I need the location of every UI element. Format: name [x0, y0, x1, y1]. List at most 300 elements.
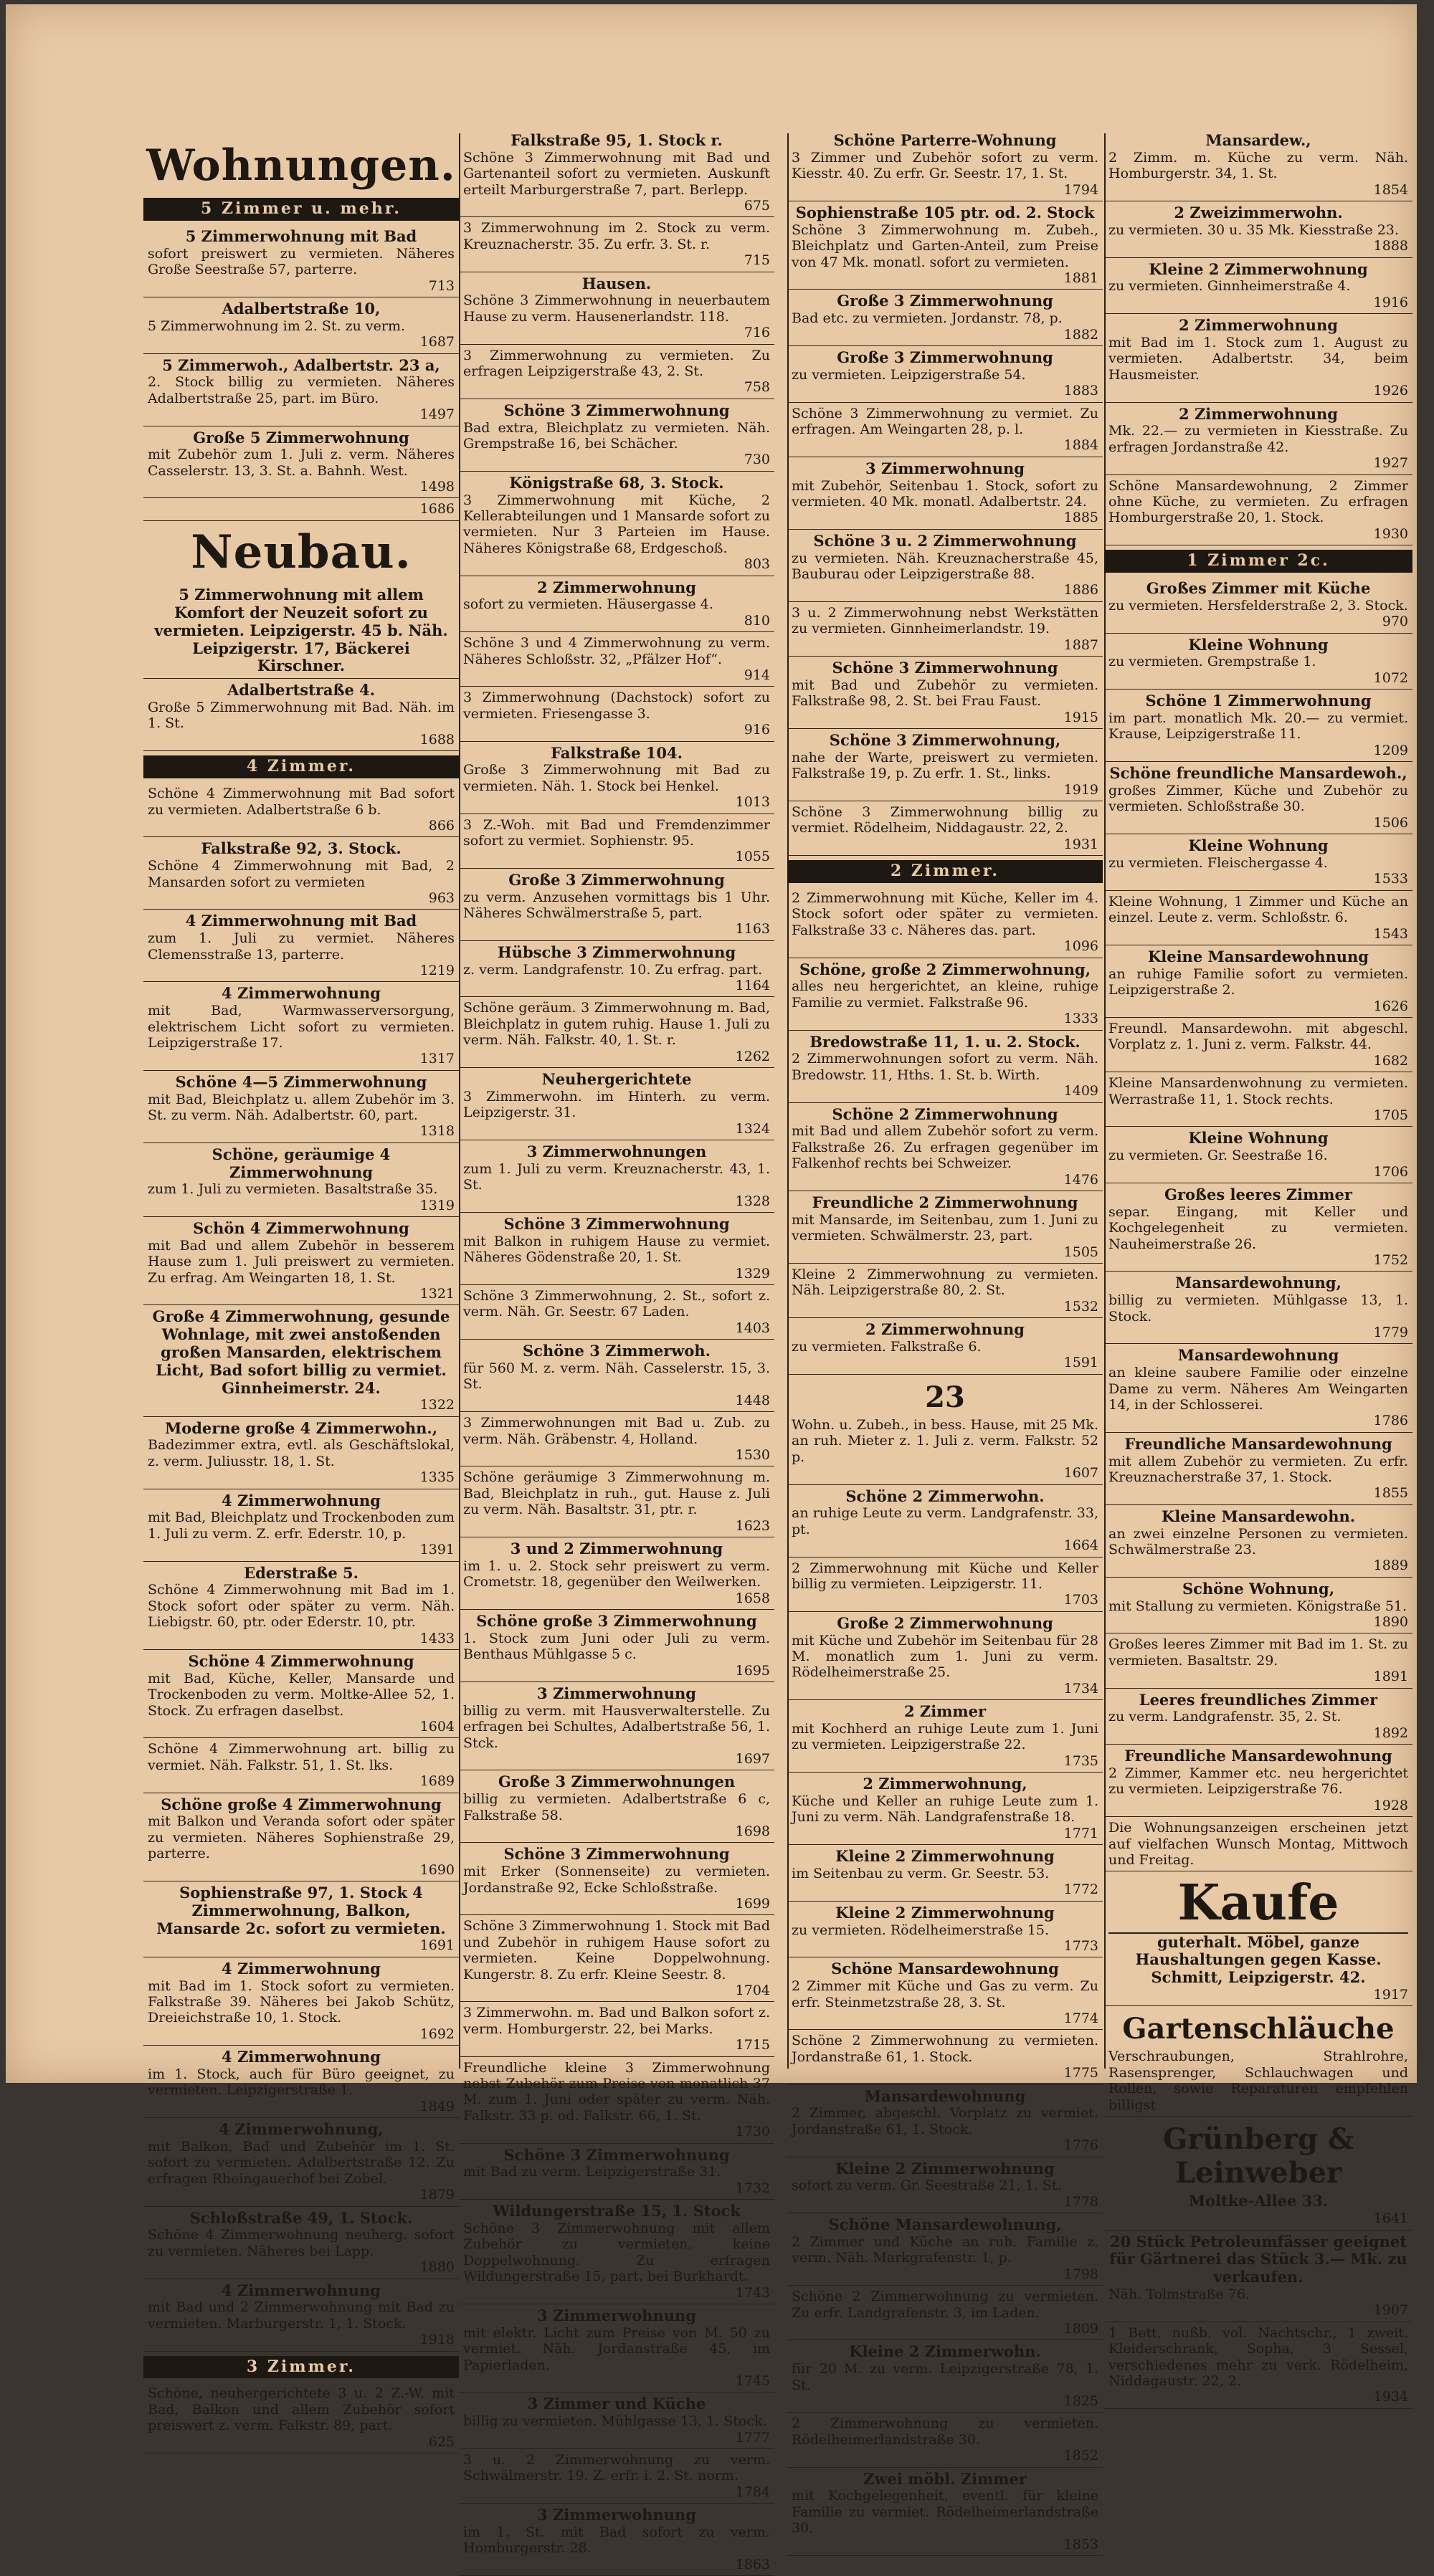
classified-ad — [1104, 1127, 1412, 1183]
ad-headline: 3 Zimmerwohnung — [865, 459, 1025, 477]
classified-ad — [459, 2449, 774, 2504]
ad-number: 1775 — [1063, 2065, 1098, 2081]
ad-number: 1745 — [735, 2372, 770, 2389]
ad-headline: Große 3 Zimmerwohnungen — [498, 1773, 736, 1791]
ad-body: 3 Zimmerwohnungen mit Bad u. Zub. zu verm. Näh. Gräbenstr. 4, Holland. — [463, 1415, 770, 1447]
classified-ad — [459, 1843, 774, 1915]
ad-headline: Schöne 3 Zimmerwoh. — [523, 1342, 711, 1360]
ad-body: 2. Stock billig zu vermieten. Näheres Adalbertstraße 25, part. im Büro. — [148, 374, 455, 406]
ad-number: 916 — [744, 722, 770, 738]
column-1 — [143, 194, 459, 2450]
classified-ad — [143, 354, 459, 426]
ad-body: 2 Zimmer mit Küche und Gas zu verm. Zu erfr. Steinmetzstraße 28, 3. St. — [792, 1978, 1098, 2010]
ad-number: 1919 — [1063, 781, 1098, 798]
ad-number: 1809 — [1063, 2320, 1098, 2337]
ad-number: 1774 — [1063, 2010, 1098, 2026]
ad-body: im part. monatlich Mk. 20.— zu vermiet. Krause, Leipzigerstraße 11. — [1108, 710, 1408, 743]
ad-body: Mk. 22.— zu vermieten in Kiesstraße. Zu erfragen Jordanstraße 42. — [1108, 423, 1408, 455]
classified-ad — [1104, 201, 1412, 258]
ad-body: Verschraubungen, Strahlrohre, Rasensprenger, Schlauchwagen und Rollen, sowie Reparaturen empfehlen billigst — [1108, 2048, 1408, 2113]
ad-headline: 2 Zimmerwohnung — [1179, 316, 1338, 335]
ad-headline: 4 Zimmerwohnung, — [219, 2120, 384, 2139]
ad-number: 1335 — [419, 1469, 455, 1486]
classified-ad — [787, 1902, 1103, 1958]
ad-headline: 4 Zimmerwohnung — [222, 984, 381, 1003]
ad-body: an ruhige Leute zu verm. Landgrafenstr. 33, pt. — [792, 1505, 1098, 1537]
ad-body: 3 Zimmerwohnung im 2. Stock zu verm. Kreuznacherstr. 35. Zu erfr. 3. St. r. — [463, 220, 770, 252]
column-4 — [1104, 129, 1412, 2405]
ad-number: 1884 — [1063, 437, 1098, 454]
classified-ad — [1104, 1745, 1412, 1817]
ad-body: Schöne 3 und 4 Zimmerwohnung zu verm. Näheres Schloßstr. 32, „Pfälzer Hof“. — [463, 635, 770, 667]
classified-ad — [787, 1700, 1103, 1773]
ad-number: 1735 — [1063, 1752, 1098, 1769]
ad-number: 1055 — [735, 849, 770, 865]
classified-ad — [459, 1537, 774, 1610]
column-3 — [787, 129, 1103, 2552]
ad-headline: Schöne Mansardewohnung, — [828, 2215, 1062, 2234]
ad-body: Schöne 3 Zimmerwohnung billig zu vermiet. Rödelheim, Niddagaustr. 22, 2. — [792, 803, 1098, 836]
ad-number: 1505 — [1063, 1244, 1098, 1260]
ad-number: 1497 — [419, 406, 455, 423]
ad-number: 1892 — [1373, 1725, 1408, 1741]
ad-number: 1506 — [1373, 814, 1408, 831]
ad-number: 1888 — [1373, 238, 1408, 254]
ad-body: an ruhige Familie sofort zu vermieten. Leipzigerstraße 2. — [1108, 965, 1408, 998]
ad-number: 1772 — [1063, 1881, 1098, 1898]
ad-body: zu verm. Landgrafenstr. 35, 2. St. — [1108, 1709, 1342, 1725]
ad-headline: Schöne große 3 Zimmerwohnung — [476, 1611, 757, 1630]
ad-headline: Wildungerstraße 15, 1. Stock — [493, 2202, 741, 2220]
ad-body: zu vermieten. Gr. Seestraße 16. — [1108, 1148, 1328, 1164]
ad-body: separ. Eingang, mit Keller und Kochgelegenheit zu vermieten. Nauheimerstraße 26. — [1108, 1203, 1408, 1252]
ad-body: mit Bad, Bleichplatz und Trockenboden zum 1. Juli zu verm. Z. erfr. Ederstr. 10, p. — [148, 1509, 455, 1542]
ad-headline: 2 Zimmer — [903, 1702, 987, 1721]
classified-ad — [1104, 1018, 1412, 1072]
ad-headline: 4 Zimmerwohnung — [222, 2048, 381, 2066]
ad-headline: Schöne Parterre-Wohnung — [833, 131, 1057, 149]
ad-number: 1333 — [1063, 1011, 1098, 1027]
ad-body: Große 3 Zimmerwohnung mit Bad zu vermieten. Näh. 1. Stock bei Henkel. — [463, 762, 770, 794]
ad-body: billig zu vermieten. Adalbertstraße 6 c, Falkstraße 58. — [463, 1791, 770, 1823]
ad-headline: Hübsche 3 Zimmerwohnung — [497, 943, 736, 961]
classified-ad — [459, 2504, 774, 2576]
classified-ad — [459, 1285, 774, 1340]
ad-headline: Kleine 2 Zimmerwohn. — [849, 2342, 1041, 2361]
ad-number: 1658 — [735, 1590, 770, 1606]
ad-body: Großes leeres Zimmer mit Bad im 1. St. zu vermieten. Basaltstr. 29. — [1108, 1636, 1408, 1669]
ad-number: 1530 — [735, 1446, 770, 1463]
classified-ad — [787, 346, 1103, 403]
ad-body: nahe der Warte, preiswert zu vermieten. Falkstraße 19, p. Zu erfr. 1. St., links. — [792, 749, 1098, 782]
ad-number: 1209 — [1373, 742, 1408, 758]
ad-body: zum 1. Juli zu verm. Kreuznacherstr. 43, 1. St. — [463, 1160, 770, 1193]
ad-body: 3 Zimmerwohn. m. Bad und Balkon sofort z. verm. Homburgerstr. 22, bei Marks. — [463, 2005, 770, 2037]
ad-body: für 20 M. zu verm. Leipzigerstraße 78, 1. St. — [792, 2361, 1098, 2393]
ad-body: 2 Zimmer, Kammer etc. neu hergerichtet zu vermieten. Leipzigerstraße 76. — [1108, 1765, 1408, 1798]
classified-ad — [787, 129, 1103, 201]
ad-body: zum 1. Juli zu vermieten. Basaltstraße 35. — [148, 1181, 438, 1198]
ad-number: 730 — [744, 452, 770, 468]
classified-ad — [787, 1318, 1103, 1375]
ad-number: 1607 — [1063, 1465, 1098, 1482]
ad-headline: Große 3 Zimmerwohnung — [837, 292, 1053, 310]
ad-body: Schöne 3 Zimmerwohnung mit Bad und Gartenanteil sofort zu vermieten. Auskunft erteilt Marburgerstraße 7, part. Berlepp. — [463, 149, 770, 198]
category-bar: 3 Zimmer. — [143, 2356, 459, 2379]
ad-body: sofort zu verm. Gr. Seestraße 21, 1. St. — [792, 2177, 1062, 2194]
ad-body: sofort zu vermieten. Häusergasse 4. — [463, 596, 713, 613]
classified-ad — [1104, 1272, 1412, 1344]
classified-ad — [143, 2207, 459, 2279]
ad-headline: Große 3 Zimmerwohnung — [508, 870, 725, 889]
ad-body: zum 1. Juli zu vermiet. Näheres Clemensstraße 13, parterre. — [148, 930, 455, 963]
ad-headline: 4 Zimmerwohnung — [222, 2281, 381, 2299]
ad-headline: Freundliche Mansardewohnung — [1124, 1747, 1392, 1765]
ad-headline: 3 und 2 Zimmerwohnung — [510, 1540, 723, 1557]
ad-body: Näh. Tolmstraße 76. — [1108, 2286, 1250, 2302]
ad-headline: Kleine 2 Zimmerwohnung — [835, 1903, 1055, 1922]
classified-ad — [459, 814, 774, 869]
classified-ad — [787, 1773, 1103, 1845]
column-2 — [459, 129, 774, 2572]
classified-ad — [1104, 1344, 1412, 1432]
ad-number: 1879 — [419, 2187, 455, 2203]
classified-ad — [143, 297, 459, 354]
ad-number: 1705 — [1373, 1107, 1408, 1124]
ad-number: 1784 — [735, 2484, 770, 2500]
ad-number: 963 — [428, 889, 455, 906]
classified-ad — [1104, 1871, 1412, 2006]
classified-ad — [787, 2213, 1103, 2286]
ad-headline: Sophienstraße 105 ptr. od. 2. Stock — [795, 203, 1095, 221]
classified-ad — [143, 498, 459, 520]
ad-body: mit Bad und Zubehör zu vermieten. Falkstraße 98, 2. St. bei Frau Faust. — [792, 677, 1098, 710]
ad-number: 1704 — [735, 1982, 770, 1998]
ad-body: mit Bad und 2 Zimmerwohnung mit Bad zu vermieten. Marburgerstr. 1, 1. Stock. — [148, 2299, 455, 2332]
classified-ad — [143, 1305, 459, 1416]
ad-headline: Zwei möbl. Zimmer — [863, 2469, 1027, 2488]
ad-number: 970 — [1382, 614, 1408, 630]
ad-headline: guterhalt. Möbel, ganze Haushaltungen gegen Kasse. Schmitt, Leipzigerstr. 42. — [1135, 1932, 1382, 1987]
ad-body: Schöne 2 Zimmerwohnung zu vermieten. Zu erfr. Landgrafenstr. 3, im Laden. — [792, 2289, 1098, 2321]
ad-number: 1773 — [1063, 1937, 1098, 1954]
ad-number: 1219 — [419, 962, 455, 978]
classified-ad — [143, 225, 459, 297]
ad-body: 3 Zimmerwohnung mit Küche, 2 Kellerabteilungen und 1 Mansarde sofort zu vermieten. Nur 3 Parteien im Hause. Näheres Königstraße 68, Erdgeschoß. — [463, 492, 770, 556]
category-bar: 4 Zimmer. — [143, 755, 459, 778]
ad-number: 1886 — [1063, 582, 1098, 598]
ad-headline: 5 Zimmerwohnung mit Bad — [185, 226, 417, 245]
ad-body: im 1. u. 2. Stock sehr preiswert zu verm. Crometstr. 18, gegenüber den Weilwerken. — [463, 1557, 770, 1590]
classified-ad — [787, 1612, 1103, 1700]
ad-headline: Moltke-Allee 33. — [1188, 2192, 1329, 2210]
classified-ad — [787, 2286, 1103, 2340]
ad-headline: Falkstraße 104. — [551, 743, 683, 762]
ad-headline: Freundliche 2 Zimmerwohnung — [812, 1193, 1078, 1212]
classified-ad — [1104, 1433, 1412, 1505]
classified-ad — [787, 1031, 1103, 1103]
ad-body: 3 Zimmerwohnung (Dachstock) sofort zu vermieten. Friesengasse 3. — [463, 690, 770, 722]
ad-number: 1703 — [1063, 1592, 1098, 1608]
ad-body: zu vermieten. Näh. Kreuznacherstraße 45, Bauburau oder Leipzigerstraße 88. — [792, 550, 1098, 582]
ad-body: Schöne 3 Zimmerwohnung m. Zubeh., Bleichplatz und Garten-Anteil, zum Preise von 47 Mk. monatl. sofort zu vermieten. — [792, 221, 1098, 270]
classified-ad — [1104, 762, 1412, 834]
ad-headline: Freundliche Mansardewohnung — [1124, 1434, 1392, 1453]
classified-ad — [143, 982, 459, 1070]
classified-ad — [1104, 314, 1412, 402]
ad-number: 1623 — [735, 1517, 770, 1534]
classified-ad — [1104, 1505, 1412, 1578]
ad-body: mit allem Zubehör zu vermieten. Zu erfr. Kreuznacherstraße 37, 1. Stock. — [1108, 1453, 1408, 1485]
ad-headline: 2 Zimmerwohnung — [865, 1320, 1025, 1339]
classified-ad — [787, 2085, 1103, 2157]
ad-number: 1743 — [735, 2284, 770, 2301]
ad-headline: 3 Zimmerwohnung — [537, 1684, 696, 1702]
ad-number: 1915 — [1063, 709, 1098, 725]
classified-ad — [459, 2200, 774, 2304]
ad-headline: 4 Zimmerwohnung mit Bad — [185, 912, 417, 930]
ad-headline: Großes leeres Zimmer — [1164, 1186, 1352, 1204]
classified-ad — [459, 941, 774, 998]
ad-body: Wohn. u. Zubeh., in bess. Hause, mit 25 Mk. an ruh. Mieter z. 1. Juli z. verm. Falkstr. 52 p. — [792, 1417, 1098, 1465]
ad-headline: Kleine Wohnung — [1188, 1129, 1329, 1148]
ad-headline: 3 Zimmerwohnungen — [526, 1142, 707, 1160]
ad-body: zu vermieten. Hersfelderstraße 2, 3. Stock. — [1108, 597, 1408, 614]
ad-headline: Falkstraße 95, 1. Stock r. — [511, 131, 723, 149]
ad-body: z. verm. Landgrafenstr. 10. Zu erfrag. part. — [463, 961, 763, 978]
ad-number: 1532 — [1063, 1298, 1098, 1315]
ad-body: an zwei einzelne Personen zu vermieten. Schwälmerstraße 23. — [1108, 1525, 1408, 1557]
ad-number: 1695 — [735, 1662, 770, 1679]
ad-body: alles neu hergerichtet, an kleine, ruhige Familie zu vermiet. Falkstraße 96. — [792, 978, 1098, 1011]
ad-body: sofort preiswert zu vermieten. Näheres Große Seestraße 57, parterre. — [148, 245, 455, 278]
ad-number: 1626 — [1373, 998, 1408, 1014]
category-bar: 5 Zimmer u. mehr. — [143, 198, 459, 221]
ad-body: Schöne 4 Zimmerwohnung art. billig zu vermiet. Näh. Falkstr. 51, 1. St. lks. — [148, 1741, 455, 1773]
classified-ad — [787, 2468, 1103, 2556]
classified-ad — [143, 1562, 459, 1650]
classified-ad — [459, 345, 774, 399]
classified-ad — [459, 687, 774, 741]
ad-number: 1730 — [735, 2124, 770, 2140]
ad-number: 1890 — [1373, 1613, 1408, 1630]
ad-body: zu vermieten. Falkstraße 6. — [792, 1339, 982, 1355]
ad-body: mit Bad, Warmwasserversorgung, elektrischem Licht sofort zu vermieten. Leipzigerstraße 17. — [148, 1003, 455, 1051]
ad-headline: Große 5 Zimmerwohnung — [193, 428, 409, 447]
ad-number: 1798 — [1063, 2266, 1098, 2282]
ad-body: mit Bad im 1. Stock zum 1. August zu vermieten. Adalbertstr. 34, beim Hausmeister. — [1108, 334, 1408, 383]
classified-ad — [459, 2393, 774, 2449]
ad-headline: Schöne, geräumige 4 Zimmerwohnung — [212, 1145, 391, 1181]
classified-ad — [459, 2304, 774, 2393]
ad-headline: Schöne 3 Zimmerwohnung — [832, 658, 1058, 677]
ad-body: 3 Zimmer und Zubehör sofort zu verm. Kiesstr. 40. Zu erfr. Gr. Seestr. 17, 1. St. — [792, 149, 1098, 182]
classified-ad — [143, 1793, 459, 1881]
ad-number: 1706 — [1373, 1163, 1408, 1180]
ad-headline: Ederstraße 5. — [244, 1563, 358, 1582]
ad-body: im Seitenbau zu verm. Gr. Seestr. 53. — [792, 1865, 1050, 1881]
ad-number: 1403 — [735, 1320, 770, 1336]
classified-ad — [459, 1068, 774, 1140]
ad-body: mit Mansarde, im Seitenbau, zum 1. Juni zu vermieten. Schwälmerstr. 23, part. — [792, 1211, 1098, 1244]
ad-body: mit Küche und Zubehör im Seitenbau für 28 M. monatlich zum 1. Juni zu verm. Rödelheimerstraße 25. — [792, 1632, 1098, 1681]
classified-ad — [787, 290, 1103, 346]
ad-number: 1164 — [735, 977, 770, 993]
ad-headline: Kleine Mansardewohn. — [1161, 1507, 1356, 1525]
classified-ad — [459, 217, 774, 272]
classified-ad — [787, 1845, 1103, 1902]
ad-body: Küche und Keller an ruhige Leute zum 1. Juni zu verm. Näh. Landgrafenstraße 18. — [792, 1793, 1098, 1826]
ad-headline: 20 Stück Petroleumfässer geeignet für Gärtnerei das Stück 3.— Mk. zu verkaufen. — [1109, 2232, 1407, 2286]
ad-headline: Schöne 3 Zimmerwohnung — [503, 2145, 730, 2164]
classified-ad — [143, 783, 459, 837]
classified-ad — [787, 530, 1103, 602]
ad-headline: 2 Zweizimmerwohn. — [1174, 203, 1343, 221]
ad-body: Schöne 4 Zimmerwohnung mit Bad im 1. Stock sofort oder später zu verm. Näh. Liebigstr. 60, ptr. oder Ederstr. 10, ptr. — [148, 1582, 455, 1631]
ad-body: Schöne geräumige 3 Zimmerwohnung m. Bad, Bleichplatz in ruh., gut. Hause z. Juli zu verm. Näh. Basaltstr. 31, ptr. r. — [463, 1469, 770, 1518]
classified-ad — [143, 1650, 459, 1738]
ad-number: 1779 — [1373, 1324, 1408, 1340]
ad-body: Schöne 4 Zimmerwohnung mit Bad, 2 Mansarden sofort zu vermieten — [148, 858, 455, 890]
ad-body: 2 Zimm. m. Küche zu verm. Näh. Homburgerstr. 34, 1. St. — [1108, 149, 1408, 182]
ad-body: 2 Zimmer und Küche an ruh. Familie z. verm. Näh. Markgrafenstr. 1, p. — [792, 2233, 1098, 2266]
ad-number: 1688 — [419, 731, 455, 748]
ad-number: 1163 — [735, 921, 770, 938]
ad-headline: Große 4 Zimmerwohnung, gesunde Wohnlage, mit zwei anstoßenden großen Mansarden, elektrischem Licht, Bad sofort billig zu vermiet. Ginnheimerstr. 24. — [152, 1307, 450, 1397]
classified-ad — [143, 2118, 459, 2206]
classified-ad — [459, 1466, 774, 1537]
ad-number: 1409 — [1063, 1083, 1098, 1099]
ad-headline: Große 2 Zimmerwohnung — [837, 1613, 1053, 1632]
ad-number: 1604 — [419, 1719, 455, 1735]
ad-number: 1641 — [1373, 2210, 1408, 2227]
ad-body: billig zu vermieten. Mühlgasse 13, 1. Stock. — [463, 2413, 767, 2430]
ad-headline: 4 Zimmerwohnung — [222, 1491, 381, 1509]
ad-body: 2 Zimmerwohnung mit Küche und Keller billig zu vermieten. Leipzigerstr. 11. — [792, 1560, 1098, 1593]
ad-number: 1849 — [419, 2098, 455, 2114]
ad-number: 1927 — [1373, 455, 1408, 472]
classified-ad — [787, 1103, 1103, 1191]
ad-number: 1317 — [419, 1051, 455, 1067]
ad-number: 1918 — [419, 2332, 455, 2348]
ad-body: 2 Zimmerwohnung mit Küche, Keller im 4. Stock sofort oder später zu vermieten. Falkstraße 33 c. Näheres das. part. — [792, 890, 1098, 938]
ad-body: im 1. Stock, auch für Büro geeignet, zu vermieten. Leipzigerstraße 1. — [148, 2066, 455, 2099]
classified-ad — [1104, 1633, 1412, 1688]
classified-ad — [143, 1738, 459, 1793]
ad-body: mit Balkon in ruhigem Hause zu vermiet. Näheres Gödenstraße 20, 1. St. — [463, 1233, 770, 1266]
ad-number: 1889 — [1373, 1557, 1408, 1574]
classified-ad — [787, 1375, 1103, 1485]
ad-body: 1. Stock zum Juni oder Juli zu verm. Benthaus Mühlgasse 5 c. — [463, 1630, 770, 1663]
ad-body: im 1. St. mit Bad sofort zu verm. Homburgerstr. 28. — [463, 2524, 770, 2557]
classified-ad — [459, 1412, 774, 1466]
ad-headline: Schöne 2 Zimmerwohnung — [832, 1105, 1058, 1123]
classified-ad — [459, 272, 774, 345]
ad-body: zu vermieten. Leipzigerstraße 54. — [792, 366, 1026, 383]
ad-body: großes Zimmer, Küche und Zubehör zu vermieten. Schloßstraße 30. — [1108, 783, 1408, 815]
ad-number: 1778 — [1063, 2193, 1098, 2210]
classified-ad — [787, 2340, 1103, 2413]
classified-ad — [787, 2030, 1103, 2084]
ad-number: 1734 — [1063, 1680, 1098, 1697]
ad-number: 1934 — [1373, 2389, 1408, 2405]
classified-ad — [787, 887, 1103, 958]
ad-body: Schöne geräum. 3 Zimmerwohnung m. Bad, Bleichplatz in gutem ruhig. Hause 1. Juli zu verm. Näh. Falkstr. 40, 1. St. r. — [463, 1000, 770, 1049]
ad-display-heading: 23 — [925, 1380, 965, 1414]
ad-body: mit Zubehör, Seitenbau 1. Stock, sofort zu vermieten. 40 Mk. monatl. Adalbertstr. 24. — [792, 477, 1098, 510]
ad-headline: Schöne 3 Zimmerwohnung, — [829, 730, 1061, 749]
ad-headline: Sophienstraße 97, 1. Stock 4 Zimmerwohnung, Balkon, Mansarde 2c. sofort zu vermieten. — [156, 1884, 446, 1937]
ad-body: Badezimmer extra, evtl. als Geschäftslokal, z. verm. Juliusstr. 18, 1. St. — [148, 1437, 455, 1469]
ad-number: 1852 — [1063, 2448, 1098, 2464]
classified-ad — [143, 583, 459, 679]
classified-ad — [787, 2413, 1103, 2467]
ad-body: 3 Zimmerwohnung zu vermieten. Zu erfragen Leipzigerstraße 43, 2. St. — [463, 347, 770, 379]
classified-ad — [787, 602, 1103, 657]
ad-number: 1321 — [419, 1286, 455, 1302]
classified-ad — [1104, 834, 1412, 891]
ad-number: 1689 — [419, 1773, 455, 1790]
classified-ad — [787, 958, 1103, 1031]
classified-ad — [143, 679, 459, 751]
classified-ad — [143, 1071, 459, 1143]
ad-number: 1591 — [1063, 1355, 1098, 1371]
classified-ad — [143, 2046, 459, 2118]
ad-headline: 5 Zimmerwohnung mit allem Komfort der Neuzeit sofort zu vermieten. Leipzigerstr. 45 b. Näh. Leipzigerstr. 17, Bäckerei Kirschner. — [154, 586, 448, 675]
ad-body: Kleine 2 Zimmerwohnung zu vermieten. Näh. Leipzigerstraße 80, 2. St. — [792, 1266, 1098, 1299]
ad-display-heading: Grünberg & Leinweber — [1163, 2122, 1354, 2190]
classified-ad — [1104, 403, 1412, 475]
classified-ad — [143, 2279, 459, 2352]
ad-number: 1324 — [735, 1120, 770, 1137]
ad-number: 1691 — [419, 1937, 455, 1954]
classified-ad — [1104, 690, 1412, 762]
classified-ad — [787, 729, 1103, 801]
ad-number: 1887 — [1063, 636, 1098, 653]
ad-number: 625 — [428, 2433, 455, 2450]
ad-number: 1690 — [419, 1861, 455, 1878]
ad-body: mit Bad und allem Zubehör sofort zu verm. Falkstraße 26. Zu erfragen gegenüber im Falkenhof rechts bei Schweizer. — [792, 1123, 1098, 1172]
ad-headline: Schöne 3 Zimmerwohnung — [503, 401, 730, 419]
ad-number: 1329 — [735, 1265, 770, 1282]
classified-ad — [1104, 475, 1412, 546]
ad-headline: Große 3 Zimmerwohnung — [837, 348, 1053, 366]
ad-body: Schöne Mansardewohnung, 2 Zimmer ohne Küche, zu vermieten. Zu erfragen Homburgerstraße 20, 1. Stock. — [1108, 477, 1408, 526]
classified-ad — [459, 2057, 774, 2144]
ad-number: 1262 — [735, 1048, 770, 1064]
ad-headline: Schloßstraße 49, 1. Stock. — [189, 2208, 413, 2227]
ad-body: Große 5 Zimmerwohnung mit Bad. Näh. im 1. St. — [148, 700, 455, 732]
ad-body: Die Wohnungsanzeigen erscheinen jetzt auf vielfachen Wunsch Montag, Mittwoch und Freitag. — [1108, 1820, 1408, 1868]
classified-ad — [459, 1340, 774, 1412]
ad-body: Schöne 3 Zimmerwohnung, 2. St., sofort z. verm. Näh. Gr. Seestr. 67 Laden. — [463, 1287, 770, 1320]
ad-headline: Adalbertstraße 4. — [227, 681, 376, 700]
ad-number: 914 — [744, 667, 770, 683]
ad-number: 1931 — [1063, 836, 1098, 852]
classified-ad — [787, 2157, 1103, 2214]
ad-body: Schöne 3 Zimmerwohnung zu vermiet. Zu erfragen. Am Weingarten 28, p. l. — [792, 405, 1098, 437]
ad-body: Bad etc. zu vermieten. Jordanstr. 78, p. — [792, 310, 1063, 327]
section-heading: Wohnungen. — [146, 140, 456, 191]
classified-ad — [143, 1143, 459, 1217]
ad-body: Schöne 4 Zimmerwohnung mit Bad sofort zu vermieten. Adalbertstraße 6 b. — [148, 786, 455, 818]
ad-body: mit Zubehör zum 1. Juli z. verm. Näheres Casselerstr. 13, 3. St. a. Bahnh. West. — [148, 447, 455, 479]
ad-number: 1697 — [735, 1750, 770, 1767]
ad-headline: Adalbertstraße 10, — [222, 299, 381, 318]
ad-number: 1013 — [735, 794, 770, 811]
ad-headline: Moderne große 4 Zimmerwohn., — [164, 1418, 438, 1437]
classified-ad — [787, 1557, 1103, 1612]
